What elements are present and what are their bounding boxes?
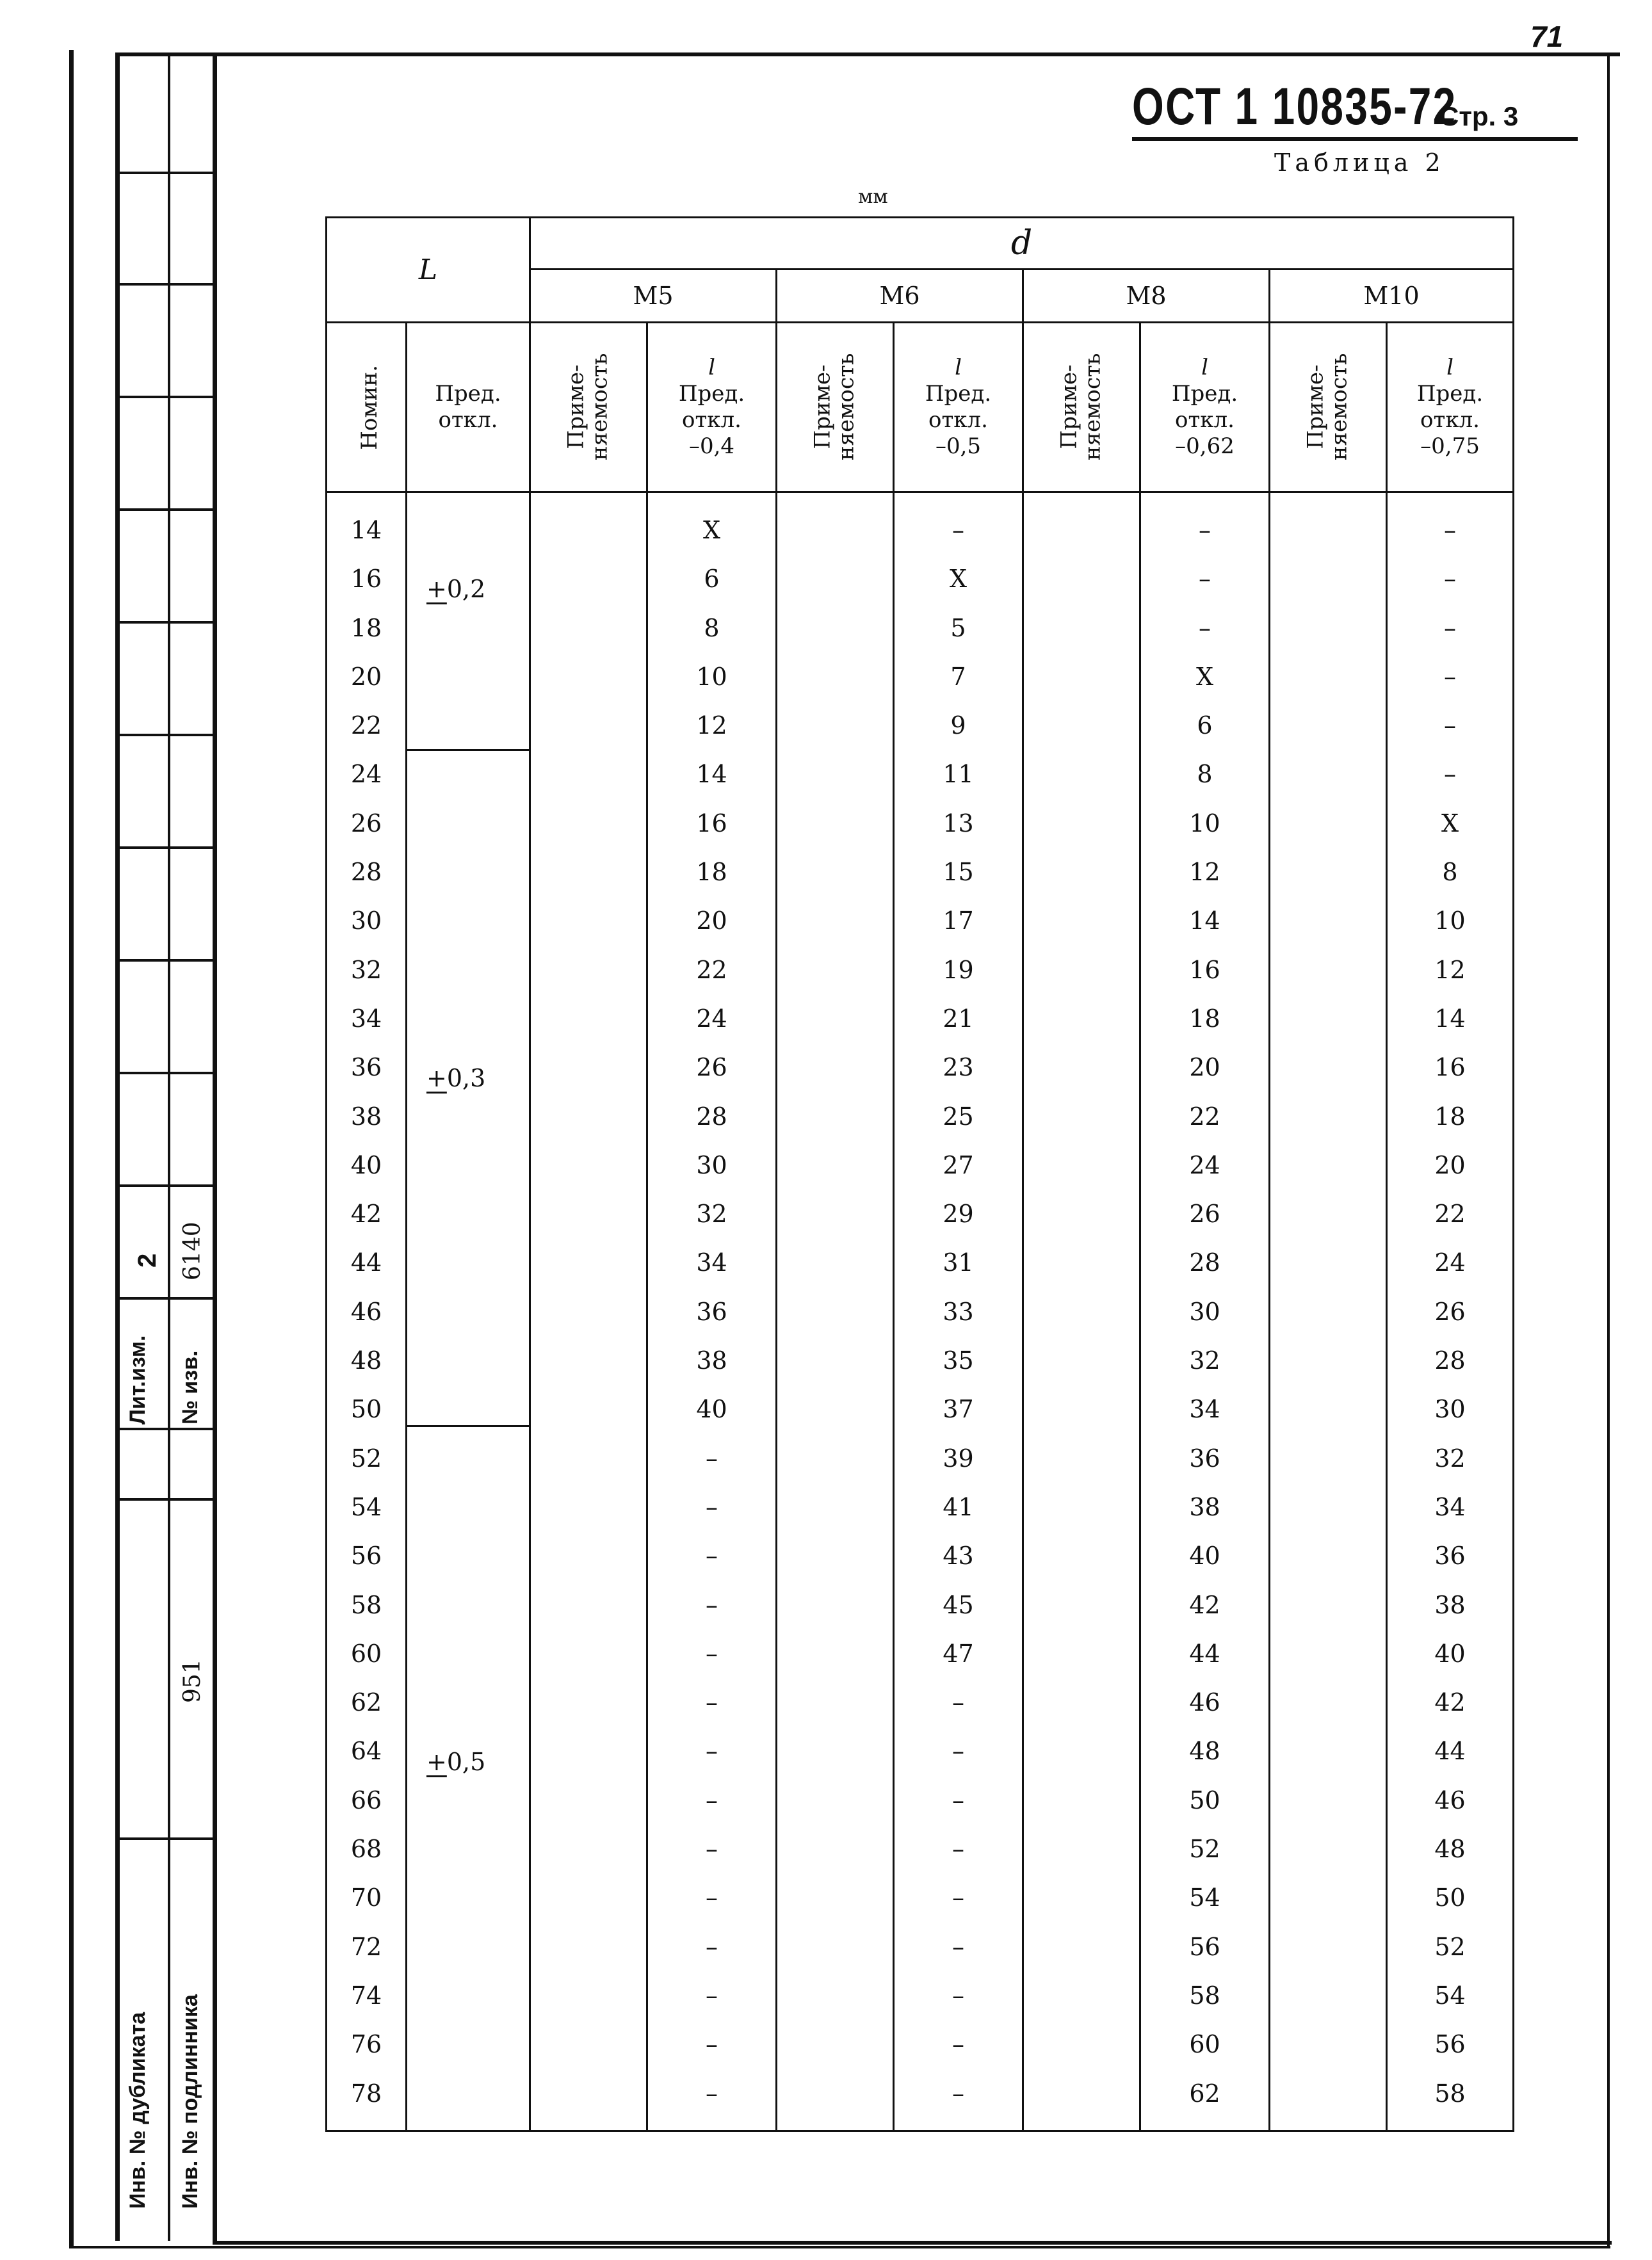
l-m6-value: 23 — [943, 1053, 974, 1082]
nominal-value: 50 — [350, 1395, 382, 1424]
l-m5-value: 26 — [696, 1053, 727, 1082]
nominal-value: 16 — [350, 565, 382, 593]
l-m8-value: 44 — [1189, 1639, 1220, 1668]
l-m5-value: 34 — [696, 1248, 727, 1277]
l-m8-value: 6 — [1197, 711, 1213, 740]
l-m5-value: – — [706, 1542, 718, 1570]
l-m8-value: 58 — [1189, 1981, 1220, 2010]
l-m10-value: 38 — [1434, 1590, 1466, 1619]
document-code-underline — [1132, 137, 1578, 141]
l-m5-value: – — [706, 1444, 718, 1473]
page-label: Стр. 3 — [1439, 101, 1519, 131]
nominal-value: 64 — [350, 1737, 382, 1766]
nominal-value: 42 — [350, 1200, 382, 1229]
l-m6-value: 21 — [943, 1004, 974, 1033]
side-row-line — [118, 734, 213, 736]
l-m6-value: 29 — [943, 1200, 974, 1229]
l-m8-value: 38 — [1189, 1492, 1220, 1521]
nominal-value: 56 — [350, 1542, 382, 1570]
l-m10-value: 54 — [1434, 1981, 1466, 2010]
applicability-m8-column — [1023, 492, 1140, 2131]
l-m10-value: – — [1444, 565, 1457, 593]
l-m6-value: – — [952, 1737, 964, 1766]
side-row-line — [118, 959, 213, 962]
l-m6-value: 5 — [950, 613, 966, 642]
nominal-value: 44 — [350, 1248, 382, 1277]
l-m5-value: 38 — [696, 1346, 727, 1375]
nominal-value: 78 — [350, 2079, 382, 2108]
l-m6-value: 9 — [950, 711, 966, 740]
l-m8-value: 18 — [1189, 1004, 1220, 1033]
l-m8-value: 14 — [1189, 907, 1220, 935]
l-m10-value: 46 — [1434, 1786, 1466, 1814]
nominal-value: 38 — [350, 1102, 382, 1131]
l-m5-value: 12 — [696, 711, 727, 740]
nominal-value: 26 — [350, 809, 382, 837]
nominal-value: 72 — [350, 1932, 382, 1961]
l-m6-value: – — [952, 1981, 964, 2010]
nominal-column — [327, 492, 407, 2131]
l-m10-value: 30 — [1434, 1395, 1466, 1424]
l-m10-value: 20 — [1434, 1150, 1466, 1179]
l-m10-value: 26 — [1434, 1297, 1466, 1326]
nominal-value: 40 — [350, 1150, 382, 1179]
header-nominal: Номин. — [327, 323, 407, 492]
l-m10-value: 48 — [1434, 1835, 1466, 1864]
l-m10-value: 36 — [1434, 1542, 1466, 1570]
l-m10-value: 12 — [1434, 955, 1466, 984]
change-number: 2 — [133, 1253, 161, 1268]
l-m10-value: – — [1444, 711, 1457, 740]
nominal-value: 30 — [350, 907, 382, 935]
L-tolerance-1: +0,2 — [426, 575, 486, 603]
l-m8-value: – — [1199, 516, 1211, 544]
l-m10-column — [1387, 492, 1514, 2131]
applicability-m5-column — [530, 492, 647, 2131]
l-m6-value: 33 — [943, 1297, 974, 1326]
l-m8-value: 28 — [1189, 1248, 1220, 1277]
l-m5-value: – — [706, 1492, 718, 1521]
l-m5-value: 30 — [696, 1150, 727, 1179]
l-m5-value: – — [706, 1590, 718, 1619]
notice-number: 6140 — [179, 1222, 206, 1280]
l-m10-value: – — [1444, 613, 1457, 642]
l-m8-value: 24 — [1189, 1150, 1220, 1179]
l-m6-value: 35 — [943, 1346, 974, 1375]
side-row-line — [118, 283, 213, 286]
l-m5-value: 36 — [696, 1297, 727, 1326]
l-m5-value: 40 — [696, 1395, 727, 1424]
l-m6-value: 7 — [950, 662, 966, 691]
header-applicability-m10: Приме- няемость — [1270, 323, 1387, 492]
header-tolerance: Пред. откл. — [407, 323, 530, 492]
side-row-line — [118, 621, 213, 624]
l-m10-value: 18 — [1434, 1102, 1466, 1131]
side-row-line — [118, 846, 213, 849]
l-m8-value: 48 — [1189, 1737, 1220, 1766]
l-m5-value: – — [706, 1737, 718, 1766]
l-m10-value: 22 — [1434, 1200, 1466, 1229]
side-row-line — [118, 1072, 213, 1074]
nominal-value: 46 — [350, 1297, 382, 1326]
l-m6-value: 17 — [943, 907, 974, 935]
header-l-tol-m6: l Пред. откл. –0,5 — [894, 323, 1023, 492]
l-m8-value: 32 — [1189, 1346, 1220, 1375]
side-row-line — [118, 1184, 213, 1187]
l-m8-value: 26 — [1189, 1200, 1220, 1229]
header-applicability-m5: Приме- няемость — [530, 323, 647, 492]
l-m5-value: – — [706, 1981, 718, 2010]
L-tolerance-3: +0,5 — [426, 1748, 486, 1776]
l-m6-value: 47 — [943, 1639, 974, 1668]
side-stamp-column — [115, 56, 217, 2241]
l-m5-value: 24 — [696, 1004, 727, 1033]
l-m6-value: 31 — [943, 1248, 974, 1277]
l-m8-value: 16 — [1189, 955, 1220, 984]
l-m6-value: X — [949, 565, 968, 593]
nominal-value: 76 — [350, 2030, 382, 2059]
l-m6-value: 27 — [943, 1150, 974, 1179]
l-m8-value: 52 — [1189, 1835, 1220, 1864]
l-m6-value: 43 — [943, 1542, 974, 1570]
nominal-value: 28 — [350, 858, 382, 887]
l-m10-value: 32 — [1434, 1444, 1466, 1473]
header-size-m5: M5 — [530, 270, 777, 323]
l-m6-value: 19 — [943, 955, 974, 984]
l-m10-value: 16 — [1434, 1053, 1466, 1082]
nominal-value: 60 — [350, 1639, 382, 1668]
l-m5-value: – — [706, 1786, 718, 1814]
side-row-line — [118, 1428, 213, 1430]
nominal-value: 18 — [350, 613, 382, 642]
l-m10-value: 56 — [1434, 2030, 1466, 2059]
l-m8-value: 62 — [1189, 2079, 1220, 2108]
l-m8-value: 34 — [1189, 1395, 1220, 1424]
side-row-line — [118, 1837, 213, 1840]
l-m8-value: – — [1199, 565, 1211, 593]
nominal-value: 32 — [350, 955, 382, 984]
l-m6-value: – — [952, 2079, 964, 2108]
side-row-line — [118, 396, 213, 398]
l-m6-value: 45 — [943, 1590, 974, 1619]
l-m8-value: 10 — [1189, 809, 1220, 837]
nominal-value: 74 — [350, 1981, 382, 2010]
header-l-tol-m10: l Пред. откл. –0,75 — [1387, 323, 1514, 492]
l-m6-value: 25 — [943, 1102, 974, 1131]
nominal-value: 14 — [350, 516, 382, 544]
l-m5-value: – — [706, 2030, 718, 2059]
l-m8-value: 50 — [1189, 1786, 1220, 1814]
header-d: d — [530, 218, 1514, 270]
side-row-line — [118, 1297, 213, 1300]
l-m5-value: 16 — [696, 809, 727, 837]
unit-label: мм — [858, 186, 888, 208]
l-m10-value: 14 — [1434, 1004, 1466, 1033]
l-m6-value: 37 — [943, 1395, 974, 1424]
L-tolerance-2: +0,3 — [426, 1064, 486, 1092]
l-m5-column — [647, 492, 777, 2131]
side-row-line — [118, 1498, 213, 1501]
l-m5-value: 28 — [696, 1102, 727, 1131]
l-m10-value: 28 — [1434, 1346, 1466, 1375]
l-m5-value: 14 — [696, 760, 727, 789]
table-title: Таблица 2 — [1274, 149, 1445, 177]
sheet-number: 71 — [1530, 20, 1564, 53]
l-m5-value: – — [706, 1884, 718, 1912]
header-size-m10: M10 — [1270, 270, 1514, 323]
l-m6-value: – — [952, 1932, 964, 1961]
header-size-m8: M8 — [1023, 270, 1270, 323]
l-m5-value: 8 — [704, 613, 720, 642]
l-m10-value: – — [1444, 516, 1457, 544]
l-m6-column — [894, 492, 1023, 2131]
l-m6-value: – — [952, 1688, 964, 1717]
l-m10-value: 50 — [1434, 1884, 1466, 1912]
nominal-value: 24 — [350, 760, 382, 789]
header-size-m6: M6 — [777, 270, 1023, 323]
l-m6-value: 13 — [943, 809, 974, 837]
l-m10-value: – — [1444, 760, 1457, 789]
l-m8-value: 8 — [1197, 760, 1213, 789]
side-row-line — [118, 172, 213, 174]
l-m8-value: 12 — [1189, 858, 1220, 887]
l-m10-value: 24 — [1434, 1248, 1466, 1277]
l-m8-value: 60 — [1189, 2030, 1220, 2059]
l-m6-value: – — [952, 1786, 964, 1814]
l-m8-value: 36 — [1189, 1444, 1220, 1473]
nominal-value: 62 — [350, 1688, 382, 1717]
l-m6-value: – — [952, 1884, 964, 1912]
l-m5-value: – — [706, 1688, 718, 1717]
header-applicability-m6: Приме- няемость — [777, 323, 894, 492]
original-value: 951 — [179, 1659, 206, 1703]
nominal-value: 52 — [350, 1444, 382, 1473]
tolerance-separator — [407, 1425, 529, 1427]
side-row-line — [118, 508, 213, 511]
applicability-m10-column — [1270, 492, 1387, 2131]
l-m10-value: X — [1441, 809, 1459, 837]
l-m8-value: 42 — [1189, 1590, 1220, 1619]
applicability-m6-column — [777, 492, 894, 2131]
change-label: Лит.изм. — [126, 1335, 150, 1425]
nominal-value: 22 — [350, 711, 382, 740]
l-m6-value: 41 — [943, 1492, 974, 1521]
nominal-value: 54 — [350, 1492, 382, 1521]
l-m10-value: 34 — [1434, 1492, 1466, 1521]
l-m5-value: 22 — [696, 955, 727, 984]
l-m6-value: – — [952, 516, 964, 544]
l-m8-value: X — [1195, 662, 1214, 691]
nominal-value: 20 — [350, 662, 382, 691]
l-m5-value: 32 — [696, 1200, 727, 1229]
l-m8-value: 40 — [1189, 1542, 1220, 1570]
notice-label: № изв. — [178, 1350, 202, 1425]
original-label: Инв. № подлинника — [178, 1994, 202, 2209]
nominal-value: 68 — [350, 1835, 382, 1864]
nominal-value: 34 — [350, 1004, 382, 1033]
header-l-tol-m5: l Пред. откл. –0,4 — [647, 323, 777, 492]
l-m10-value: 10 — [1434, 907, 1466, 935]
l-m6-value: 15 — [943, 858, 974, 887]
l-m5-value: 18 — [696, 858, 727, 887]
l-m6-value: 39 — [943, 1444, 974, 1473]
l-m10-value: 40 — [1434, 1639, 1466, 1668]
L-tolerance-column — [407, 492, 530, 2131]
l-m8-value: 54 — [1189, 1884, 1220, 1912]
l-m6-value: – — [952, 2030, 964, 2059]
l-m5-value: – — [706, 1639, 718, 1668]
l-m10-value: 44 — [1434, 1737, 1466, 1766]
l-m8-value: – — [1199, 613, 1211, 642]
l-m8-value: 46 — [1189, 1688, 1220, 1717]
header-applicability-m8: Приме- няемость — [1023, 323, 1140, 492]
side-stamp-split — [168, 56, 170, 2241]
tolerance-separator — [407, 749, 529, 751]
l-m8-value: 56 — [1189, 1932, 1220, 1961]
l-m8-column — [1140, 492, 1270, 2131]
document-code: ОСТ 1 10835-72 — [1132, 77, 1457, 136]
l-m5-value: 20 — [696, 907, 727, 935]
nominal-value: 58 — [350, 1590, 382, 1619]
header-l-tol-m8: l Пред. откл. –0,62 — [1140, 323, 1270, 492]
nominal-value: 36 — [350, 1053, 382, 1082]
l-m8-value: 22 — [1189, 1102, 1220, 1131]
l-m8-value: 30 — [1189, 1297, 1220, 1326]
nominal-value: 70 — [350, 1884, 382, 1912]
dimensions-table — [325, 216, 1514, 2132]
l-m10-value: 52 — [1434, 1932, 1466, 1961]
l-m5-value: – — [706, 1932, 718, 1961]
nominal-value: 66 — [350, 1786, 382, 1814]
l-m6-value: – — [952, 1835, 964, 1864]
l-m5-value: – — [706, 1835, 718, 1864]
l-m10-value: 42 — [1434, 1688, 1466, 1717]
l-m8-value: 20 — [1189, 1053, 1220, 1082]
l-m5-value: 6 — [704, 565, 720, 593]
l-m5-value: 10 — [696, 662, 727, 691]
l-m10-value: 58 — [1434, 2079, 1466, 2108]
nominal-value: 48 — [350, 1346, 382, 1375]
l-m10-value: 8 — [1442, 858, 1458, 887]
l-m10-value: – — [1444, 662, 1457, 691]
l-m5-value: X — [702, 516, 721, 544]
header-L: L — [327, 218, 530, 323]
duplicate-label: Инв. № дубликата — [126, 2012, 150, 2209]
l-m6-value: 11 — [943, 760, 974, 789]
l-m5-value: – — [706, 2079, 718, 2108]
